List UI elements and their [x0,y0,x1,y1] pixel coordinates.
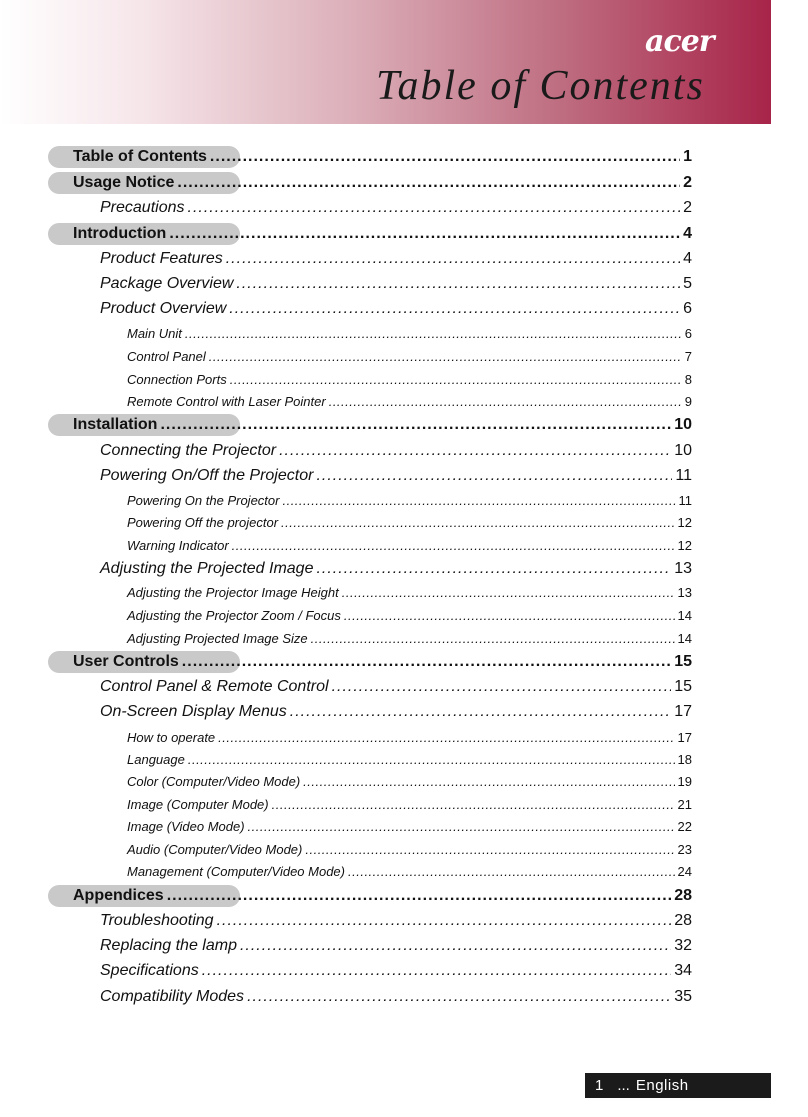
toc-section-entry[interactable] [0,272,808,296]
toc-subsection-entry[interactable] [0,346,808,366]
toc-section-entry[interactable] [0,439,808,463]
toc-page-number: 32 [674,937,692,954]
dot-leader [240,937,671,955]
toc-entry-label: Product Overview [100,300,227,317]
toc-subsection-entry[interactable] [0,771,808,791]
toc-page-number: 12 [677,514,692,530]
toc-subsection-entry[interactable] [0,512,808,532]
toc-entry-text [127,608,692,623]
toc-entry-label: Image (Video Mode) [127,818,245,834]
dot-leader [169,225,680,243]
toc-entry-text [73,887,692,905]
toc-page-number: 23 [677,841,692,857]
toc-entry-label: Image (Computer Mode) [127,796,269,812]
toc-entry-label: Installation [73,416,158,433]
toc-section-entry[interactable] [0,959,808,983]
dot-leader [217,912,672,930]
toc-subsection-entry[interactable] [0,861,808,881]
toc-entry-label: Control Panel & Remote Control [100,678,329,695]
toc-subsection-entry[interactable] [0,605,808,625]
dot-leader [218,730,674,745]
footer-page-number: 1 [595,1077,604,1094]
toc-entry-text [127,730,692,745]
toc-chapter-entry[interactable] [0,413,808,437]
toc-entry-label: Table of Contents [73,148,207,165]
toc-subsection-entry[interactable] [0,490,808,510]
dot-leader [188,199,681,217]
toc-entry-label: Adjusting the Projector Zoom / Focus [127,607,341,623]
toc-page-number: 9 [684,393,692,409]
toc-page-number: 11 [678,492,692,508]
toc-entry-text [127,864,692,879]
toc-page-number: 15 [674,678,692,695]
toc-page-number: 12 [677,537,692,553]
toc-page-number: 22 [677,818,692,834]
toc-subsection-entry[interactable] [0,727,808,747]
toc-entry-text [100,300,692,318]
toc-page-number: 8 [684,371,692,387]
toc-entry-label: Product Features [100,250,223,267]
toc-chapter-entry[interactable] [0,884,808,908]
toc-entry-label: Replacing the lamp [100,937,237,954]
dot-leader [311,631,675,646]
toc-entry-text [100,250,692,268]
toc-entry-label: Introduction [73,225,167,242]
page-title: Table of Contents [376,63,705,109]
toc-page-number: 14 [677,630,692,646]
toc-entry-label: Warning Indicator [127,537,229,553]
toc-entry-text [127,842,692,857]
dot-leader [281,515,675,530]
toc-entry-text [100,912,692,930]
toc-page-number: 11 [675,467,692,484]
toc-section-entry[interactable] [0,675,808,699]
dot-leader [248,819,675,834]
toc-entry-label: Audio (Computer/Video Mode) [127,841,303,857]
dot-leader [182,653,671,671]
dot-leader [316,560,671,578]
toc-entry-label: Remote Control with Laser Pointer [127,393,326,409]
dot-leader [329,394,682,409]
toc-entry-label: Specifications [100,962,199,979]
toc-entry-text [100,703,692,721]
toc-entry-text [127,394,692,409]
toc-entry-label: Connecting the Projector [100,442,277,459]
dot-leader [316,467,672,485]
toc-entry-text [100,962,692,980]
toc-section-entry[interactable] [0,557,808,581]
toc-entry-label: Color (Computer/Video Mode) [127,773,301,789]
toc-entry-label: Precautions [100,199,185,216]
dot-leader [342,585,675,600]
toc-page-number: 28 [674,887,692,904]
dot-leader [232,538,675,553]
toc-entry-text [127,631,692,646]
toc-subsection-entry[interactable] [0,628,808,648]
toc-chapter-entry[interactable] [0,650,808,674]
dot-leader [236,275,680,293]
dot-leader [305,842,674,857]
toc-page-number: 19 [677,773,692,789]
toc-page-number: 5 [683,275,692,292]
toc-subsection-entry[interactable] [0,369,808,389]
toc-page-number: 13 [677,584,692,600]
toc-entry-label: Main Unit [127,325,182,341]
toc-section-entry[interactable] [0,909,808,933]
dot-leader [177,174,680,192]
toc-subsection-entry[interactable] [0,794,808,814]
toc-entry-label: Control Panel [127,348,206,364]
toc-page-number: 24 [677,863,692,879]
toc-entry-text [100,199,692,217]
toc-page-number: 2 [683,174,692,191]
toc-entry-label: Language [127,751,185,767]
toc-page-number: 17 [674,703,692,720]
toc-entry-text [127,372,692,387]
toc-entry-text [127,515,692,530]
page-footer [585,1073,771,1098]
toc-page-number: 34 [674,962,692,979]
dot-leader [279,442,671,460]
dot-leader [247,988,671,1006]
toc-page-number: 6 [684,325,692,341]
dot-leader [229,300,680,318]
toc-entry-label: Management (Computer/Video Mode) [127,863,345,879]
toc-entry-text [73,148,692,166]
dot-leader [209,349,682,364]
toc-entry-label: Adjusting Projected Image Size [127,630,308,646]
toc-entry-label: Powering On the Projector [127,492,280,508]
toc-entry-label: How to operate [127,729,216,745]
toc-entry-label: Troubleshooting [100,912,214,929]
toc-entry-text [73,416,692,434]
dot-leader [188,752,675,767]
dot-leader [282,493,675,508]
toc-entry-text [127,585,692,600]
toc-section-entry[interactable] [0,700,808,724]
toc-entry-text [100,937,692,955]
toc-entry-text [100,560,692,578]
footer-language: English [635,1077,689,1094]
toc-entry-text [100,678,692,696]
dot-leader [290,703,671,721]
dot-leader [332,678,672,696]
toc-entry-text [127,493,692,508]
toc-entry-text [127,797,692,812]
toc-page-number: 17 [677,729,692,745]
acer-logo: acer [645,24,714,59]
toc-page-number: 18 [677,751,692,767]
toc-section-entry[interactable] [0,985,808,1009]
dot-leader [185,326,682,341]
toc-page-number: 4 [683,250,692,267]
dot-leader [210,148,680,166]
toc-subsection-entry[interactable] [0,749,808,769]
toc-entry-label: Adjusting the Projector Image Height [127,584,339,600]
toc-section-entry[interactable] [0,297,808,321]
dot-leader [226,250,680,268]
dot-leader [303,774,674,789]
dot-leader [272,797,675,812]
toc-entry-text [127,326,692,341]
toc-subsection-entry[interactable] [0,839,808,859]
toc-entry-text [127,752,692,767]
toc-entry-label: Package Overview [100,275,234,292]
toc-entry-text [100,467,692,485]
toc-entry-text [73,174,692,192]
toc-page-number: 10 [674,416,692,433]
toc-section-entry[interactable] [0,464,808,488]
toc-page-number: 1 [683,148,692,165]
toc-chapter-entry[interactable] [0,222,808,246]
dot-leader [167,887,672,905]
toc-page-number: 10 [674,442,692,459]
toc-entry-label: On-Screen Display Menus [100,703,287,720]
toc-entry-label: Appendices [73,887,164,904]
toc-entry-label: Compatibility Modes [100,988,245,1005]
toc-entry-text [100,442,692,460]
dot-leader [230,372,682,387]
toc-page-number: 15 [674,653,692,670]
toc-entry-text [73,653,692,671]
toc-entry-label: Usage Notice [73,174,175,191]
toc-page-number: 35 [674,988,692,1005]
toc-entry-label: Powering Off the projector [127,514,279,530]
toc-page-number: 2 [683,199,692,216]
toc-entry-text [73,225,692,243]
toc-page-number: 4 [683,225,692,242]
toc-section-entry[interactable] [0,247,808,271]
dot-leader [202,962,671,980]
toc-subsection-entry[interactable] [0,391,808,411]
toc-section-entry[interactable] [0,196,808,220]
toc-chapter-entry[interactable] [0,171,808,195]
toc-page-number: 28 [674,912,692,929]
footer-separator: ... [617,1077,630,1094]
toc-chapter-entry[interactable] [0,145,808,169]
toc-section-entry[interactable] [0,934,808,958]
toc-page-number: 6 [683,300,692,317]
toc-entry-text [100,275,692,293]
dot-leader [348,864,675,879]
toc-entry-text [127,349,692,364]
dot-leader [160,416,671,434]
toc-entry-text [100,988,692,1006]
toc-page-number: 7 [684,348,692,364]
toc-page-number: 13 [674,560,692,577]
toc-entry-text [127,538,692,553]
toc-page-number: 14 [677,607,692,623]
toc-entry-label: User Controls [73,653,179,670]
toc-subsection-entry[interactable] [0,816,808,836]
toc-entry-text [127,819,692,834]
dot-leader [344,608,675,623]
toc-page-number: 21 [677,796,692,812]
toc-subsection-entry[interactable] [0,535,808,555]
toc-subsection-entry[interactable] [0,323,808,343]
toc-entry-text [127,774,692,789]
toc-subsection-entry[interactable] [0,582,808,602]
toc-entry-label: Connection Ports [127,371,227,387]
toc-entry-label: Powering On/Off the Projector [100,467,314,484]
toc-entry-label: Adjusting the Projected Image [100,560,314,577]
